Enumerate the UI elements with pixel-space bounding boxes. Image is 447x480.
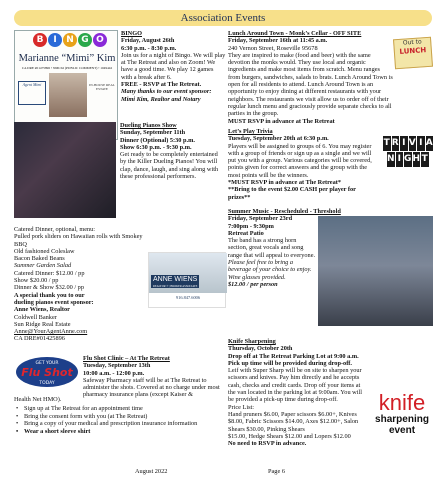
trivia-letter: A	[426, 136, 434, 151]
list-item: • Wear a short sleeve shirt	[14, 428, 225, 436]
trivia-letter: H	[413, 152, 421, 167]
summer-title: Summer Music - Rescheduled - Threshold	[228, 208, 341, 215]
wiens-title: REALTOR ® | BROKER ASSOCIATE	[153, 285, 198, 288]
summer-music-event	[228, 208, 341, 288]
lunch-rsvp: MUST RSVP in advance at The Retreat	[228, 117, 335, 125]
menu-item: Old fashioned Coleslaw	[14, 247, 75, 255]
dinner-menu	[14, 226, 149, 343]
bingo-time: 6:30 p.m. - 8:30 p.m.	[121, 44, 177, 52]
dueling-pianos-photo	[14, 122, 116, 218]
trivia-title: Let’s Play Trivia	[228, 128, 273, 135]
page-title: Association Events	[14, 10, 432, 26]
bingo-letter: G	[78, 33, 92, 47]
summer-note: Please feel free to bring a beverage of your choice to enjoy. Wine glasses provided.	[228, 259, 312, 281]
knife-body: Leif with Super Sharp will be on site to sharpen your scissors and knives. Pay him directly and he accepts cash, checks and credit cards. Drop off your items at the van located in the parking lot at 9:00am. You will be provided a pick-up time during drop-off.	[228, 367, 362, 404]
trivia-date: Tuesday, September 20th at 6:30 p.m.	[228, 135, 329, 143]
trivia-letter: G	[404, 152, 412, 167]
flu-title: Flu Shot Clinic – At The Retreat	[83, 355, 170, 362]
agent-logo: Agent Mimi	[18, 81, 46, 105]
wiens-business-card	[148, 252, 226, 308]
trivia-letter: N	[387, 152, 395, 167]
trivia-body: Players will be assigned to groups of 6. You may register with a group of friends or sign up as a single and we will put you with a group. Various categories will be covered, points given for correct answers and the group with the most points will be the winners.	[228, 142, 372, 179]
bingo-letter: N	[63, 33, 77, 47]
summer-time: 7:00pm - 9:30pm	[228, 222, 274, 230]
sponsor-dre: CA DRE#01425896	[14, 335, 65, 343]
wiens-name: ANNE WIENS	[153, 276, 198, 283]
page-number: Page 6	[268, 468, 285, 475]
price-item: Catered Dinner: $12.00 / pp	[14, 269, 85, 277]
flu-body-tail: Health Net HMO).	[14, 396, 62, 403]
flu-date: Tuesday, September 13th	[83, 362, 151, 370]
bingo-event	[121, 30, 226, 103]
summer-body: The band has a strong horn section, great vocals and song range that will appeal to everyone.	[228, 237, 316, 259]
pianos-event	[120, 122, 225, 180]
list-item: • Bring the consent form with you (at The Retreat)	[14, 413, 225, 421]
trivia-letter: V	[409, 136, 417, 151]
knife-price: Hand pruners $6.00, Paper scissors $6.00+, Knives $8.00, Fabric Scissors $14.00, Axes $12.00+, Salon Shears $30.00, Pinking Shears	[228, 410, 359, 433]
trivia-letter: R	[392, 136, 400, 151]
flu-logo-top: GET YOUR	[35, 361, 59, 366]
menu-item: Bacon Baked Beans	[14, 255, 65, 263]
thanks-line: dueling pianos event sponsor:	[14, 298, 94, 306]
lunch-address: 240 Vernon Street, Roseville 95678	[228, 44, 318, 52]
dinner-heading: Catered Dinner, optional, menu:	[14, 226, 96, 233]
out-to-lunch-sign	[393, 37, 433, 70]
knife-logo-word: event	[388, 425, 416, 436]
knife-pickup: Pick up time will be provided during drop-off.	[228, 359, 352, 367]
flu-shot-logo	[14, 355, 80, 389]
bingo-thanks: Many thanks to our event sponsor: Mimi Kim, Realtor and Notary	[121, 88, 212, 103]
price-item: Show $20.00 / pp	[14, 277, 59, 285]
knife-dropoff: Drop off at The Retreat Parking Lot at 9:00 a.m.	[228, 352, 359, 360]
menu-salad: Summer Garden Salad	[14, 262, 72, 270]
bingo-letters	[33, 33, 107, 51]
sponsor-license: CA DRE #01475896 • NMLS# (PUBLIC COMMENT) • 1049442	[21, 66, 113, 70]
knife-logo-word: sharpening	[375, 414, 429, 425]
wiens-phone: 916.847.6006	[175, 295, 201, 300]
pianos-dinner-time: Dinner (Optional) 5:30 p.m.	[120, 136, 195, 144]
list-item: • Sign up at The Retreat for an appointment time	[14, 405, 225, 413]
trivia-bring: **Bring to the event $2.00 CASH per player for prizes**	[228, 186, 356, 201]
lunch-event	[228, 30, 393, 125]
knife-sharpening-logo	[370, 392, 434, 442]
sponsor-name: Anne Wiens, Realtor	[14, 306, 70, 314]
trivia-night-logo	[383, 136, 433, 172]
menu-item: Pulled pork sliders on Hawaiian rolls with Smokey BBQ	[14, 233, 143, 248]
bingo-body: Join us for a night of Bingo. We will play at The Retreat and also on Zoom! We have a good time. We play 12 games with a break after 6.	[121, 51, 226, 81]
thanks-line: A special thank you to our	[14, 291, 85, 299]
lunch-body: They are inspired to make (food and beer) with the same devotion the monks would. They use local and organic ingredients and make most items from scratch. Menu ranges from burgers, sandwiches, salads to brats. Lunch Around Town is open for all residents to attend. Lunch Around Town is an opportunity to enjoy dining at different restaurants with your neighbors. The restaurants we visit allow us to order off of their regular lunch menu and graciously provide separate checks to all parties in the group.	[228, 51, 393, 118]
trivia-letter: I	[400, 136, 408, 151]
lunch-date: Friday, September 16th at 11:45 a.m.	[228, 37, 328, 45]
bingo-letter: I	[48, 33, 62, 47]
band-photo	[318, 216, 433, 326]
trivia-letter: I	[396, 152, 404, 167]
lunch-sign-top: Out to	[402, 38, 422, 47]
knife-title: Knife Sharpening	[228, 338, 276, 345]
trivia-letter: I	[417, 136, 425, 151]
flu-logo-bottom: TODAY	[39, 381, 55, 386]
sponsor-photo	[49, 73, 87, 117]
bingo-date: Friday, August 26th	[121, 37, 175, 45]
price-item: Dinner & Show $32.00 / pp	[14, 284, 84, 292]
flu-time: 10:00 a.m. - 12:00 p.m.	[83, 369, 145, 377]
bingo-title: BINGO	[121, 30, 142, 37]
summer-date: Friday, September 23rd	[228, 215, 293, 223]
trivia-letter: T	[383, 136, 391, 151]
flu-logo-main: Flu Shot	[21, 366, 73, 379]
knife-date: Thursday, October 20th	[228, 345, 293, 353]
trivia-rsvp: *MUST RSVP in advance at The Retreat*	[228, 179, 341, 187]
list-item: • Bring a copy of your medical and prescription insurance information	[14, 420, 225, 428]
pianos-date: Sunday, September 11th	[120, 129, 186, 137]
bingo-letter: O	[93, 33, 107, 47]
pianos-show-time: Show 6:30 p.m. - 9:30 p.m.	[120, 143, 192, 151]
summer-price: $12.00 / per person	[228, 280, 278, 288]
sponsor-office: Sun Ridge Real Estate	[14, 320, 71, 328]
pianos-title: Dueling Pianos Show	[120, 122, 177, 129]
sponsor-email-link[interactable]: Anne@YourAgentAnne.com	[14, 328, 88, 336]
lunch-sign-main: LUNCH	[399, 46, 427, 56]
knife-price: $15.00, Hedge Shears $12.00 and Lopers $12.00	[228, 432, 351, 440]
flu-body: Safeway Pharmacy staff will be at The Retreat to administer the shots. Covered at no charge under most pharmacy insurance plans (except Kaiser &	[83, 376, 220, 399]
pianos-body: Get ready to be completely entertained by the Killer Dueling Pianos! You will clap, dance, laugh, and sing along with these professional performers.	[120, 151, 219, 181]
bingo-letter: B	[33, 33, 47, 47]
summer-place: Retreat Patio	[228, 229, 264, 237]
sponsor-name: Marianne “Mimi” Kim	[18, 53, 116, 64]
flu-checklist	[14, 405, 225, 435]
knife-logo-word: knife	[378, 390, 426, 415]
footer-date: August 2022	[135, 468, 168, 475]
knife-price-heading: Price List:	[228, 403, 255, 411]
knife-event	[228, 338, 368, 447]
sponsor-company: Coldwell Banker	[14, 313, 57, 321]
lunch-title: Lunch Around Town - Monk’s Cellar - OFF SITE	[228, 30, 362, 37]
trivia-letter: T	[421, 152, 429, 167]
knife-no-rsvp: No need to RSVP in advance.	[228, 440, 307, 448]
bingo-free: FREE - RSVP at The Retreat.	[121, 81, 202, 89]
trivia-event	[228, 128, 378, 201]
sponsor-badge: IN-HOUSE REAL ESTATE	[89, 83, 115, 91]
flu-event	[83, 355, 226, 399]
